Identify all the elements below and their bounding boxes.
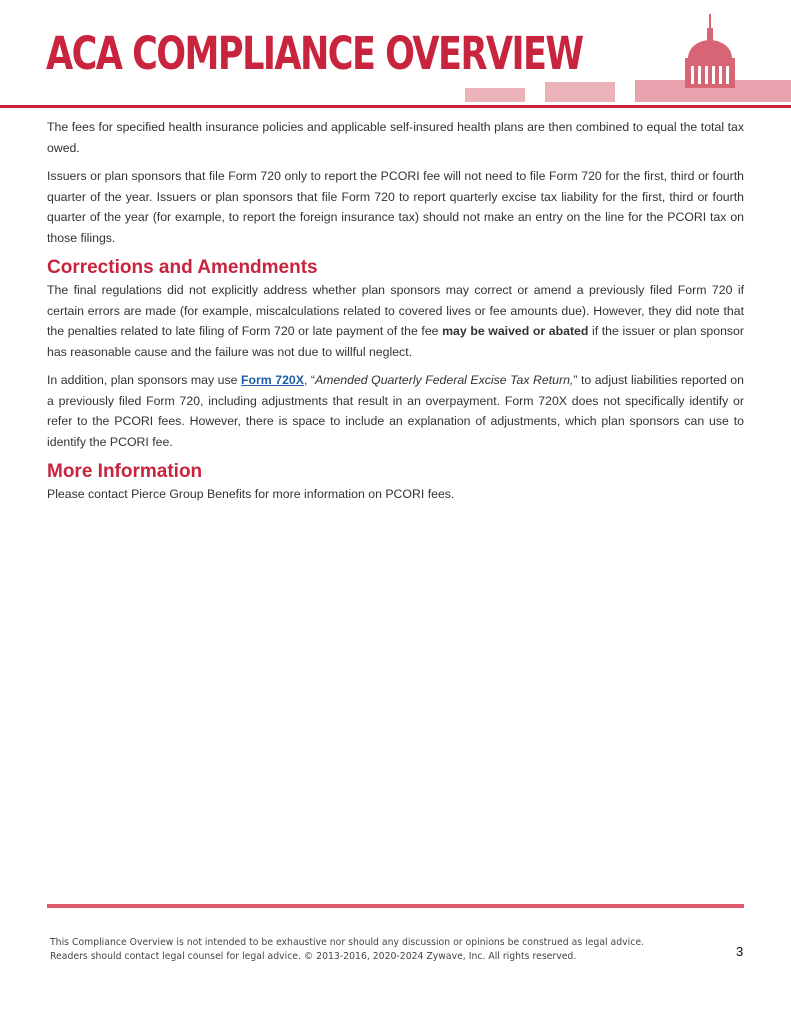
page-number: 3: [736, 944, 744, 959]
paragraph: In addition, plan sponsors may use Form 720X, “Amended Quarterly Federal Excise Tax Return,” to adjust liabilities reported on a previously filed Form 720, including adjustments that result in an overpayment. Form 720X does not specifically identify or refer to the PCORI fees. However, there is space to include an explanation of adjustments, which plan sponsors can use to identify the PCORI fee.: [47, 373, 744, 449]
section-heading-more-information: More Information: [47, 461, 203, 482]
section-heading-corrections: Corrections and Amendments: [47, 257, 318, 278]
capitol-building-icon: [465, 10, 791, 106]
page-header-title: ACA COMPLIANCE OVERVIEW: [46, 27, 583, 80]
form-720x-link[interactable]: Form 720X: [240, 373, 304, 387]
footer-disclaimer: This Compliance Overview is not intended to be exhaustive nor should any discussion or opinions be construed as legal advice. Readers should contact legal counsel for legal advice. © 2013-2016, 2020-2024 Zywave, Inc. All rights reserved.: [50, 937, 645, 962]
bold-text: may be waived or abated: [442, 324, 589, 338]
paragraph: Please contact Pierce Group Benefits for more information on PCORI fees.: [47, 487, 455, 501]
paragraph: The fees for specified health insurance policies and applicable self-insured health plans are then combined to equal the total tax owed.: [47, 120, 744, 155]
header-rule: [0, 105, 791, 108]
italic-text: Amended Quarterly Federal Excise Tax Return,: [314, 373, 574, 387]
paragraph: Issuers or plan sponsors that file Form 720 only to report the PCORI fee will not need to file Form 720 for the first, third or fourth quarter of the year. Issuers or plan sponsors that file Form 720 to report quarterly excise tax liability for the first, third or fourth quarter of the year (for example, to report the foreign insurance tax) should not make an entry on the line for the PCORI tax on those filings.: [47, 169, 744, 245]
document-body: [47, 117, 744, 513]
paragraph: The final regulations did not explicitly address whether plan sponsors may correct or amend a previously filed Form 720 if certain errors are made (for example, miscalculations related to covered lives or fee amounts due). However, they did note that the penalties related to late filing of Form 720 or late payment of the fee may be waived or abated if the issuer or plan sponsor has reasonable cause and the failure was not due to willful neglect.: [47, 283, 744, 359]
footer-rule: [47, 904, 744, 908]
